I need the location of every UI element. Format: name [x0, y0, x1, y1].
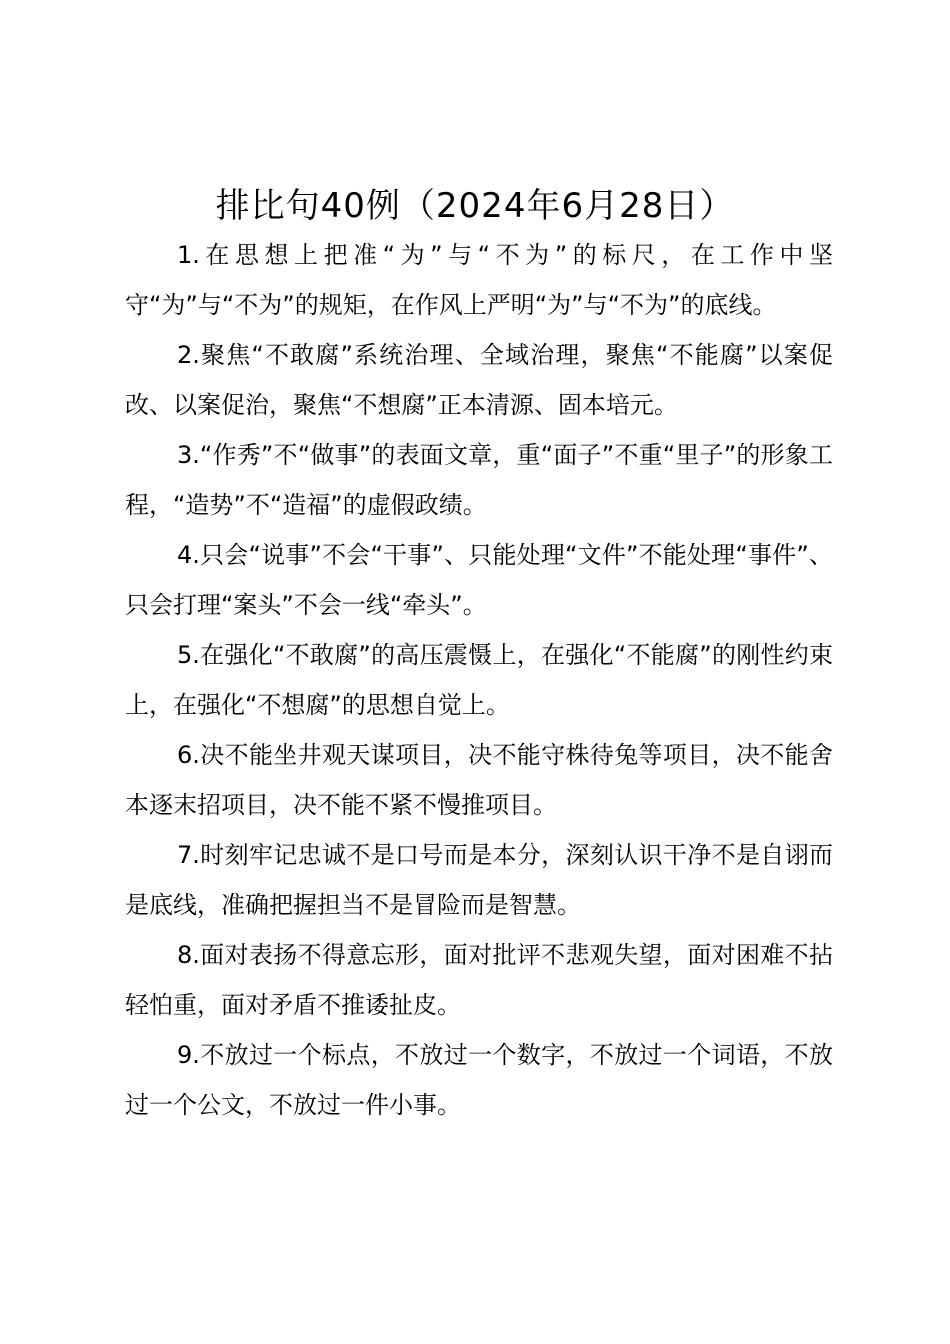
- paragraph-1: 1.在思想上把准“为”与“不为”的标尺，在工作中坚守“为”与“不为”的规矩，在作风上严明“为”与“不为”的底线。: [125, 241, 833, 319]
- paragraph-6: 6.决不能坐井观天谋项目，决不能守株待兔等项目，决不能舍本逐末招项目，决不能不紧不慢推项目。: [125, 741, 833, 819]
- paragraph-9: 9.不放过一个标点，不放过一个数字，不放过一个词语，不放过一个公文，不放过一件小事。: [125, 1041, 833, 1119]
- document-title: 排比句40例（2024年6月28日）: [215, 186, 735, 226]
- paragraph-7: 7.时刻牢记忠诚不是口号而是本分，深刻认识干净不是自诩而是底线，准确把握担当不是冒险而是智慧。: [125, 841, 833, 919]
- paragraph-8: 8.面对表扬不得意忘形，面对批评不悲观失望，面对困难不拈轻怕重，面对矛盾不推诿扯皮。: [125, 941, 833, 1019]
- paragraph-2: 2.聚焦“不敢腐”系统治理、全域治理，聚焦“不能腐”以案促改、以案促治，聚焦“不想腐”正本清源、固本培元。: [125, 341, 833, 419]
- paragraph-5: 5.在强化“不敢腐”的高压震慑上，在强化“不能腐”的刚性约束上，在强化“不想腐”的思想自觉上。: [125, 641, 833, 719]
- paragraph-4: 4.只会“说事”不会“干事”、只能处理“文件”不能处理“事件”、只会打理“案头”不会一线“牵头”。: [125, 541, 833, 619]
- document-body: [125, 230, 833, 1130]
- paragraph-3: 3.“作秀”不“做事”的表面文章，重“面子”不重“里子”的形象工程，“造势”不“造福”的虚假政绩。: [125, 441, 833, 519]
